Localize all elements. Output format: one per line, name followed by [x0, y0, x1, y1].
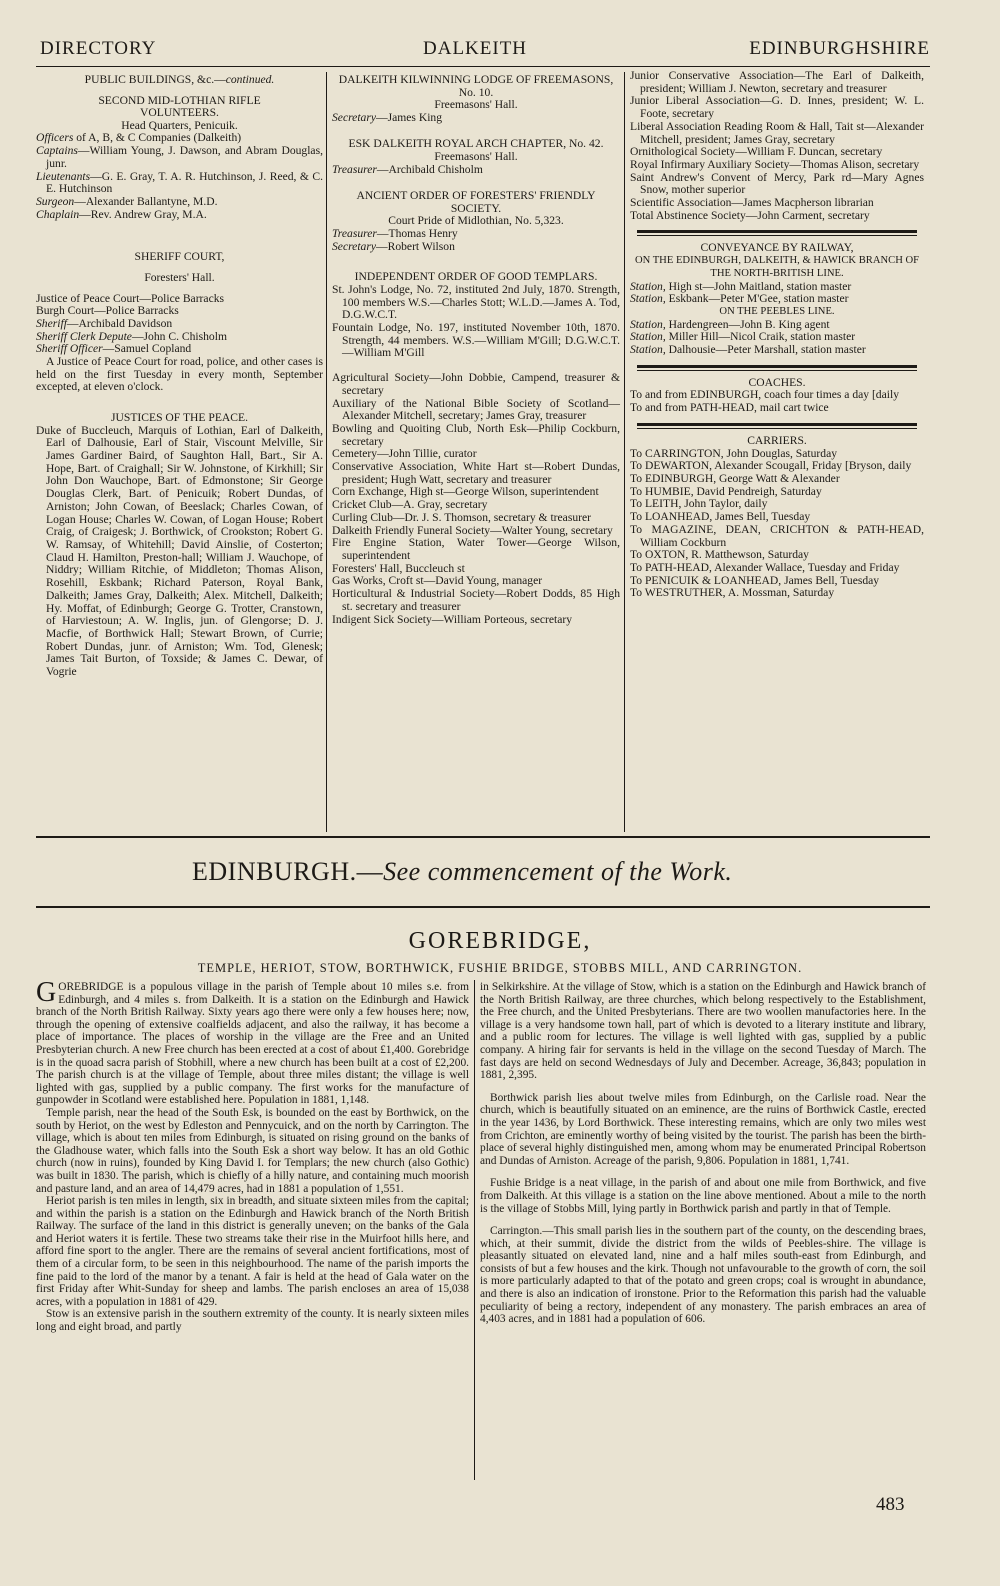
list-item: To PATH-HEAD, Alexander Wallace, Tuesday and Friday	[630, 560, 900, 574]
column-divider-2	[624, 72, 625, 832]
kilwinning-secretary: Secretary—James King	[332, 110, 443, 124]
templars-title: INDEPENDENT ORDER OF GOOD TEMPLARS.	[354, 270, 598, 284]
list-item: To DEWARTON, Alexander Scougall, Friday [Bryson, daily	[630, 459, 912, 473]
body-column-divider	[474, 980, 475, 1480]
list-item: To EDINBURGH, George Watt & Alexander	[630, 471, 840, 485]
list-item: Cemetery—John Tillie, curator	[332, 447, 477, 461]
rifle-volunteers-title: SECOND MID-LOTHIAN RIFLE VOLUNTEERS.	[98, 93, 261, 120]
drop-cap: G	[36, 977, 57, 1008]
column-2	[332, 74, 620, 626]
station-dalhousie: Station, Dalhousie—Peter Marshall, station master	[630, 343, 866, 357]
sheriff-clerk-entry: Sheriff Clerk Depute—John C. Chisholm	[36, 329, 227, 343]
templars-fountain: Fountain Lodge, No. 197, instituted November 10th, 1870. Strength, 44 members. W.S.—William M'Gill; D.G.W.C.T.—William M'Gill	[332, 321, 620, 360]
list-item: To LEITH, John Taylor, daily	[630, 497, 768, 511]
paragraph-borthwick: Borthwick parish lies about twelve miles from Edinburgh, on the Carlisle road. Near the church, which is beautifully situated on an eminence, are the ruins of Borthwick Castle, erected in the year 1436, by Lord Borthwick. These interesting remains, which are only two miles west from Crichton, are eminently worthy of being visited by the tourist. The parish has been the birth-place of several highly distinguished men, among whom may be enumerated Principal Robertson and Dundas of Arniston. Acreage of the parish, 9,806. Population in 1881, 1,741.	[480, 1091, 926, 1167]
templars-st-johns: St. John's Lodge, No. 72, instituted 2nd July, 1870. Strength, 100 members W.S.—Charles Stott; W.L.D.—James A. Tod, D.G.W.C.T.	[332, 282, 620, 322]
station-high-st: Station, High st—John Maitland, station master	[630, 279, 852, 293]
list-item: To WESTRUTHER, A. Mossman, Saturday	[630, 586, 835, 600]
header-rule	[36, 66, 930, 67]
list-item: Junior Liberal Association—G. D. Innes, president; W. L. Foote, secretary	[630, 94, 924, 121]
running-header	[40, 38, 930, 62]
carriers-title: CARRIERS.	[747, 433, 807, 447]
list-item: To MAGAZINE, DEAN, CRICHTON & PATH-HEAD, William Cockburn	[630, 522, 924, 549]
list-item: Gas Works, Croft st—David Young, manager	[332, 574, 543, 588]
paragraph-stow-cont: in Selkirkshire. At the village of Stow, which is a station on the Edinburgh and Hawick branch of the North British Railway, are three churches, which belong respectively to the Establishment, the Free church, and the United Presbyterians. There are two woollen manufactories here. In the village is a very handsome town hall, part of which is devoted to a literary institute and library, and a public room for lectures. The village is well lighted with gas, supplied by a public company. A hiring fair for servants is held in the village on the second Tuesday of March. The fast days are held on second Wednesdays of July and December. Acreage, 36,843; population in 1881, 2,395.	[480, 981, 926, 1082]
officers-entry: Officers of A, B, & C Companies (Dalkeith)	[36, 131, 242, 145]
list-item: Royal Infirmary Auxiliary Society—Thomas Alison, secretary	[630, 157, 920, 171]
list-item: Corn Exchange, High st—George Wilson, superintendent	[332, 485, 599, 499]
list-item: Total Abstinence Society—John Carment, secretary	[630, 208, 870, 222]
list-item: To PENICUIK & LOANHEAD, James Bell, Tuesday	[630, 573, 880, 587]
railway-subtitle: ON THE EDINBURGH, DALKEITH, & HAWICK BRANCH OF THE NORTH-BRITISH LINE.	[634, 255, 920, 279]
header-right: EDINBURGHSHIRE	[749, 38, 930, 59]
town-title: GOREBRIDGE,	[408, 928, 592, 954]
list-item: Fire Engine Station, Water Tower—George Wilson, superintendent	[332, 536, 620, 562]
list-item: Foresters' Hall, Buccleuch st	[332, 561, 465, 575]
list-item: Dalkeith Friendly Funeral Society—Walter Young, secretary	[332, 523, 613, 537]
section-rule-thin	[637, 370, 917, 371]
list-item: To CARRINGTON, John Douglas, Saturday	[630, 446, 838, 460]
sheriff-court-title: SHERIFF COURT,	[134, 250, 225, 264]
station-eskbank: Station, Eskbank—Peter M'Gee, station master	[630, 292, 849, 306]
public-buildings-heading: PUBLIC BUILDINGS, &c.—continued.	[84, 73, 275, 86]
list-item: Scientific Association—James Macpherson librarian	[630, 196, 874, 210]
foresters-title: ANCIENT ORDER OF FORESTERS' FRIENDLY SOCIETY.	[356, 189, 596, 215]
sheriff-officer-entry: Sheriff Officer—Samuel Copland	[36, 342, 192, 356]
section-divider	[36, 836, 930, 838]
peebles-line-heading: ON THE PEEBLES LINE.	[719, 305, 835, 317]
sheriff-court-hall: Foresters' Hall.	[144, 270, 215, 284]
list-item: To OXTON, R. Matthewson, Saturday	[630, 548, 809, 562]
list-item: Liberal Association Reading Room & Hall, Tait st—Alexander Mitchell, president; James Gray, secretary	[630, 119, 924, 146]
kilwinning-title: DALKEITH KILWINNING LODGE OF FREEMASONS, No. 10.	[338, 73, 614, 99]
chaplain-entry: Chaplain—Rev. Andrew Gray, M.A.	[36, 207, 207, 221]
header-center: DALKEITH	[423, 38, 528, 59]
coach-path-head: To and from PATH-HEAD, mail cart twice	[630, 401, 829, 415]
gorebridge-text-right	[480, 981, 926, 1326]
sheriff-line-1: Justice of Peace Court—Police Barracks	[36, 291, 225, 305]
foresters-secretary: Secretary—Robert Wilson	[332, 239, 455, 253]
justices-title: JUSTICES OF THE PEACE.	[111, 411, 248, 425]
list-item: Horticultural & Industrial Society—Robert Dodds, 85 High st. secretary and treasurer	[332, 587, 620, 613]
edinburgh-banner: EDINBURGH.—See commencement of the Work.	[192, 857, 733, 886]
kilwinning-hall: Freemasons' Hall.	[434, 98, 518, 111]
sheriff-line-2: Burgh Court—Police Barracks	[36, 304, 179, 318]
list-item: Agricultural Society—John Dobbie, Campend, treasurer & secretary	[332, 371, 620, 397]
gorebridge-text-left	[36, 977, 469, 1334]
royal-arch-hall: Freemasons' Hall.	[434, 149, 518, 163]
column-1	[36, 74, 323, 679]
list-item: Saint Andrew's Convent of Mercy, Park rd—Mary Agnes Snow, mother superior	[630, 170, 924, 197]
royal-arch-title: ESK DALKEITH ROYAL ARCH CHAPTER, No. 42.	[348, 137, 604, 151]
coaches-title: COACHES.	[748, 375, 806, 389]
station-miller-hill: Station, Miller Hill—Nicol Craik, station master	[630, 330, 856, 344]
paragraph-temple: Temple parish, near the head of the South Esk, is bounded on the east by Borthwick, on the south by Heriot, on the west by Edleston and Pennycuick, and on the north by Carrington. The village, which is about ten miles from Edinburgh, is situated on rising ground on the banks of the Gladhouse water, which falls into the South Esk a short way below. It has an old Gothic church (now in ruins), founded by King David I. for Templars; the new church (also Gothic) was built in 1830. The parish, which is chiefly of a hilly nature, and containing much moorish and pasture land, and an area of 14,479 acres, had in 1881 a population of 1,551.	[36, 1106, 469, 1195]
list-item: Conservative Association, White Hart st—Robert Dundas, president; Hugh Watt, secretary and treasurer	[332, 460, 620, 486]
list-item: Curling Club—Dr. J. S. Thomson, secretary & treasurer	[332, 510, 591, 524]
sheriff-entry: Sheriff—Archibald Davidson	[36, 316, 173, 330]
paragraph-fushie-bridge: Fushie Bridge is a neat village, in the parish of and about one mile from Borthwick, and five from Dalkeith. At this village is a station on the line above mentioned. About a mile to the north is the village of Stobbs Mill, lying partly in Borthwick parish and partly in that of Temple.	[480, 1177, 926, 1215]
list-item: Ornithological Society—William F. Duncan, secretary	[630, 145, 883, 159]
column-3	[630, 70, 924, 600]
list-item: Auxiliary of the National Bible Society of Scotland—Alexander Mitchell, secretary; James Gray, treasurer	[332, 396, 620, 423]
societies-list-1	[332, 372, 620, 626]
column-divider-1	[326, 72, 327, 832]
section-rule-thick	[637, 365, 917, 368]
town-subtitle: TEMPLE, HERIOT, STOW, BORTHWICK, FUSHIE BRIDGE, STOBBS MILL, AND CARRINGTON.	[197, 961, 803, 975]
header-left: DIRECTORY	[40, 38, 157, 59]
list-item: Indigent Sick Society—William Porteous, secretary	[332, 612, 573, 626]
station-hardengreen: Station, Hardengreen—John B. King agent	[630, 317, 830, 331]
section-rule-thick	[637, 230, 917, 233]
list-item: Junior Conservative Association—The Earl of Dalkeith, president; William J. Newton, secretary and treasurer	[630, 69, 924, 95]
section-rule-thin	[637, 428, 917, 429]
rifle-hq: Head Quarters, Penicuik.	[121, 118, 238, 132]
page-number: 483	[876, 1494, 905, 1515]
list-item: Bowling and Quoiting Club, North Esk—Philip Cockburn, secretary	[332, 421, 620, 448]
section-rule-thick	[637, 423, 917, 426]
paragraph-gorebridge: GOREBRIDGE is a populous village in the parish of Temple about 10 miles s.e. from Edinburgh, and 4 miles s. from Dalkeith. It is a station on the Edinburgh and Hawick branch of the North British Railway. Sixty years ago there were only a few houses here; now, through the opening of extensive coalfields adjacent, and also the railway, it has become a place of importance. The places of worship in the village are the Free and an United Presbyterian church. A new Free church has been erected at a cost of about £1,400. Gorebridge is in the quoad sacra parish of Stobhill, where a new church has been built at a cost of £2,200. The parish church is at the village of Temple, about three miles distant; the village is well lighted with gas, supplied by a public company. The first works for the manufacture of gunpowder in Scotland were established here. Population in 1881, 1,148.	[36, 977, 469, 1107]
paragraph-stow: Stow is an extensive parish in the southern extremity of the county. It is nearly sixteen miles long and eight broad, and partly	[36, 1308, 469, 1334]
captains-entry: Captains—William Young, J. Dawson, and Abram Douglas, junr.	[36, 144, 323, 170]
list-item: To HUMBIE, David Pendreigh, Saturday	[630, 484, 822, 498]
royal-arch-treasurer: Treasurer—Archibald Chisholm	[332, 162, 483, 176]
surgeon-entry: Surgeon—Alexander Ballantyne, M.D.	[36, 194, 218, 208]
section-divider	[36, 906, 930, 908]
railway-title: CONVEYANCE BY RAILWAY,	[700, 241, 854, 255]
paragraph-carrington: Carrington.—This small parish lies in the southern part of the county, on the descending braes, which, at their summit, divide the district from the wilds of Peebles-shire. The village is pleasantly situated on elevated land, nine and a half miles south-east from Edinburgh, and consists of but a few houses and the kirk. Though not unfavourable to the growth of corn, the soil is more particularly adapted to that of the potato and green crops; coal is wrought in abundance, and there is also an indication of ironstone. Prior to the Reformation this parish had the valuable peculiarity of being a rectory, independent of any monastery. The parish embraces an area of 4,403 acres, and in 1881 had a population of 606.	[480, 1225, 926, 1326]
list-item: Cricket Club—A. Gray, secretary	[332, 498, 488, 512]
list-item: To LOANHEAD, James Bell, Tuesday	[630, 510, 811, 524]
sheriff-note: A Justice of Peace Court for road, police, and other cases is held on the first Tuesday in every month, September excepted, at eleven o'clock.	[36, 355, 323, 394]
coach-edinburgh: To and from EDINBURGH, coach four times a day [daily	[630, 388, 899, 402]
section-rule-thin	[637, 235, 917, 236]
paragraph-heriot: Heriot parish is ten miles in length, six in breadth, and situate sixteen miles from the capital; and within the parish is a station on the Edinburgh and Hawick branch of the North British Railway. The surface of the land in this district is generally uneven; on the banks of the Gala and Heriot waters it is fertile. These two streams take their rise in the Muirfoot hills here, and afford fine sport to the angler. There are the remains of several ancient fortifications, most of them of a circular form, to be seen in this neighbourhood. The name of the parish imports the fine paid to the lord of the manor by a tenant. A fair is held at the head of Gala water on the first Friday after Whit-Sunday for sheep and lambs. The parish encloses an area of 15,038 acres, with a population in 1881 of 429.	[36, 1195, 469, 1308]
lieutenants-entry: Lieutenants—G. E. Gray, T. A. R. Hutchinson, J. Reed, & C. E. Hutchinson	[36, 169, 323, 196]
justices-list: Duke of Buccleuch, Marquis of Lothian, Earl of Dalkeith, Earl of Dalhousie, Earl of Stair, Viscount Melville, Sir James Gardiner Baird, of Saughton Hall, Bart., Sir A. Hope, Bart. of Craighall; Sir W. Johnstone, of Kirkhill; Sir John Don Wauchope, Bart. of Edmonstone; Sir George Douglas Clerk, Bart. of Penicuik; Robert Dundas, of Arniston; John Cowan, of Beeslack; Charles Cowan, of Logan House; Charles W. Cowan, of Logan House; Robert Craig, of Craigesk; J. Borthwick, of Crookston; Robert G. W. Ramsay, of Whitehill; David Ainslie, of Costerton; Claud H. Hamilton, Preston-hall; William J. Wauchope, of Niddry; William Ritchie, of Middleton; Thomas Alison, Rosehill, Eskbank; Richard Paterson, Royal Bank, Dalkeith; James Gray, Dalkeith; Alex. Mitchell, Dalkeith; Hy. Moffat, of Edinburgh; George G. Trotter, Cranstown, of Harviestoun; A. W. Inglis, jun. of Glengorse; D. J. Macfie, of Borthwick Hall; Stewart Brown, of Currie; Robert Dundas, junr. of Arniston; Wm. Tod, Glenesk; James Tait Burton, of Toxside; & James C. Dewar, of Vogrie	[36, 423, 323, 679]
foresters-court: Court Pride of Midlothian, No. 5,323.	[388, 214, 564, 228]
foresters-treasurer: Treasurer—Thomas Henry	[332, 227, 458, 241]
